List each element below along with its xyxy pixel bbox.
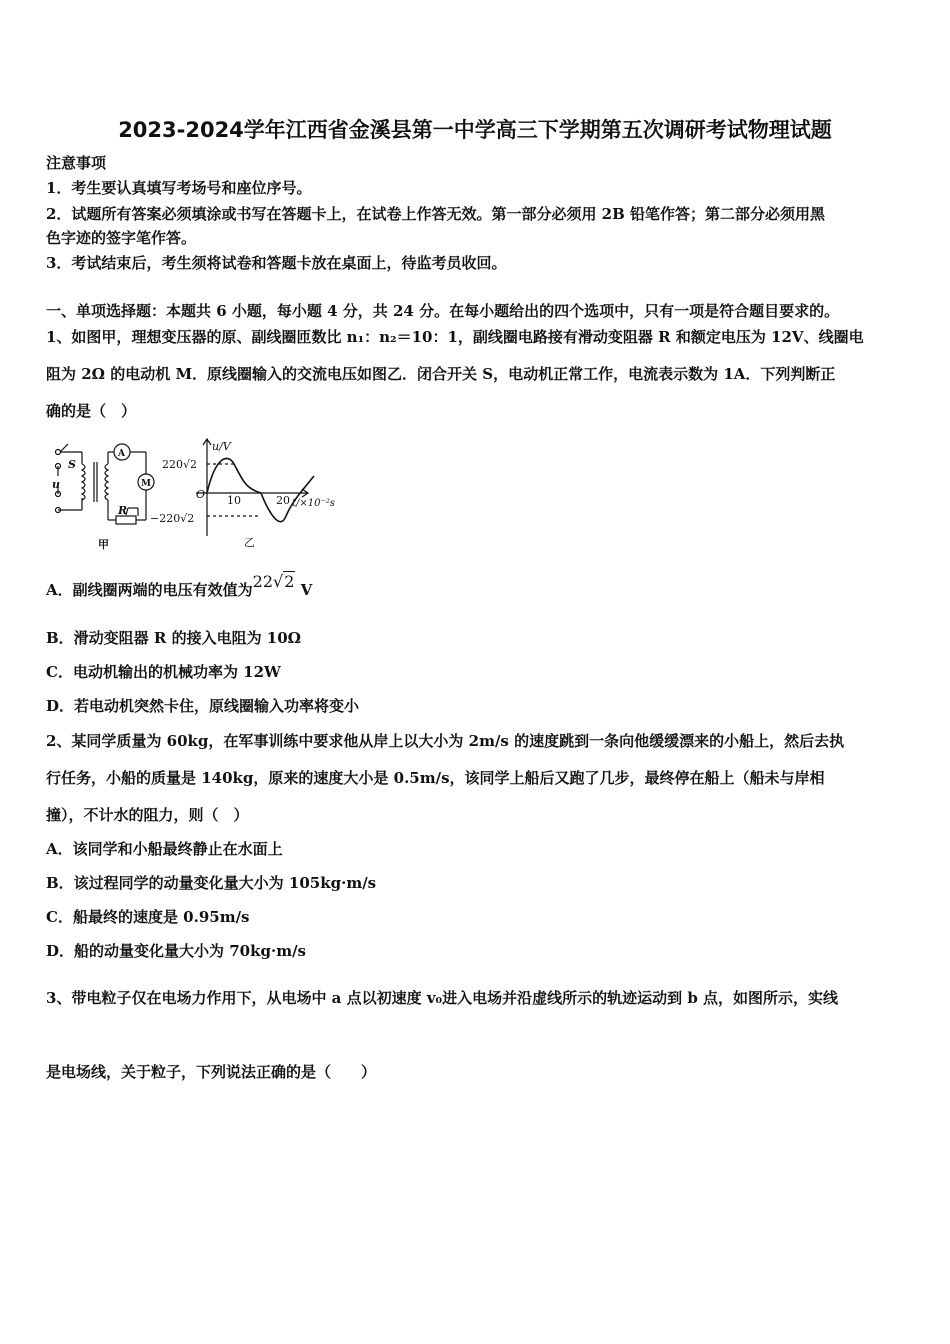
graph-y-min: −220√2 [150, 512, 195, 525]
q1-option-b: B．滑动变阻器 R 的接入电阻为 10Ω [46, 629, 302, 647]
graph-y-max: 220√2 [162, 458, 198, 471]
q1-stem-line-3: 确的是（ ） [46, 402, 137, 420]
sqrt-radicand: 2 [284, 572, 295, 591]
circuit-caption: 甲 [98, 538, 109, 551]
q1-option-a-text: A．副线圈两端的电压有效值为 [46, 581, 253, 599]
q1-option-a-unit: V [300, 581, 313, 599]
notice-item-2: 2．试题所有答案必须填涂或书写在答题卡上，在试卷上作答无效。第一部分必须用 2B 铅笔作答；第二部分必须用黑 [46, 205, 826, 223]
notice-item-1: 1．考生要认真填写考场号和座位序号。 [46, 179, 312, 197]
section-heading: 一、单项选择题：本题共 6 小题，每小题 4 分，共 24 分。在每小题给出的四个选项中，只有一项是符合题目要求的。 [46, 302, 840, 320]
q2-stem-line-1: 2、某同学质量为 60kg，在军事训练中要求他从岸上以大小为 2m/s 的速度跳到一条向他缓缓漂来的小船上，然后去执 [46, 732, 845, 750]
q1-option-d: D．若电动机突然卡住，原线圈输入功率将变小 [46, 697, 360, 715]
circuit-label-r: R [118, 504, 128, 517]
q2-option-c: C．船最终的速度是 0.95m/s [46, 908, 250, 926]
q2-option-d: D．船的动量变化量大小为 70kg·m/s [46, 942, 307, 960]
q3-stem-line-1: 3、带电粒子仅在电场力作用下，从电场中 a 点以初速度 v₀进入电场并沿虚线所示的轨迹运动到 b 点，如图所示，实线 [46, 989, 839, 1007]
sqrt-coefficient: 22 [252, 572, 273, 591]
q1-stem-line-2: 阻为 2Ω 的电动机 M．原线圈输入的交流电压如图乙．闭合开关 S，电动机正常工作，电流表示数为 1A．下列判断正 [46, 365, 836, 383]
rheostat [116, 516, 136, 524]
q3-stem-line-2: 是电场线，关于粒子，下列说法正确的是（ ） [46, 1063, 377, 1081]
circuit-label-s: S [68, 458, 76, 471]
switch-blade [60, 444, 68, 452]
voltage-graph [196, 439, 314, 536]
graph-tick-10: 10 [227, 494, 241, 507]
graph-y-label: u/V [212, 440, 231, 453]
circuit-diagram [56, 444, 155, 524]
secondary-coil [105, 464, 108, 500]
notice-heading: 注意事项 [46, 154, 107, 172]
circuit-label-m: M [141, 479, 151, 489]
q1-option-a [46, 572, 313, 600]
q1-option-c: C．电动机输出的机械功率为 12W [46, 663, 281, 681]
graph-x-label: t/×10⁻²s [292, 498, 335, 509]
sqrt-expression: 22√2 [252, 572, 295, 591]
graph-tick-20: 20 [276, 494, 290, 507]
circuit-label-u: u [52, 478, 60, 491]
q2-option-a: A．该同学和小船最终静止在水面上 [46, 840, 283, 858]
q2-stem-line-3: 撞），不计水的阻力，则（ ） [46, 806, 249, 824]
primary-coil [82, 464, 85, 500]
graph-origin: O [196, 488, 206, 501]
graph-sine-curve [207, 458, 314, 521]
notice-item-3: 3．考试结束后，考生须将试卷和答题卡放在桌面上，待监考员收回。 [46, 254, 507, 272]
q2-option-b: B．该过程同学的动量变化量大小为 105kg·m/s [46, 874, 377, 892]
q1-stem-line-1: 1、如图甲，理想变压器的原、副线圈匝数比 n₁：n₂＝10：1，副线圈电路接有滑动变阻器 R 和额定电压为 12V、线圈电 [46, 328, 864, 346]
page-title: 2023-2024学年江西省金溪县第一中学高三下学期第五次调研考试物理试题 [118, 118, 832, 142]
notice-item-2-cont: 色字迹的签字笔作答。 [46, 229, 197, 247]
graph-caption: 乙 [244, 536, 255, 549]
circuit-label-a: A [118, 449, 125, 459]
q1-figure [46, 436, 356, 554]
q2-stem-line-2: 行任务，小船的质量是 140kg，原来的速度大小是 0.5m/s，该同学上船后又跑了几步，最终停在船上（船未与岸相 [46, 769, 825, 787]
